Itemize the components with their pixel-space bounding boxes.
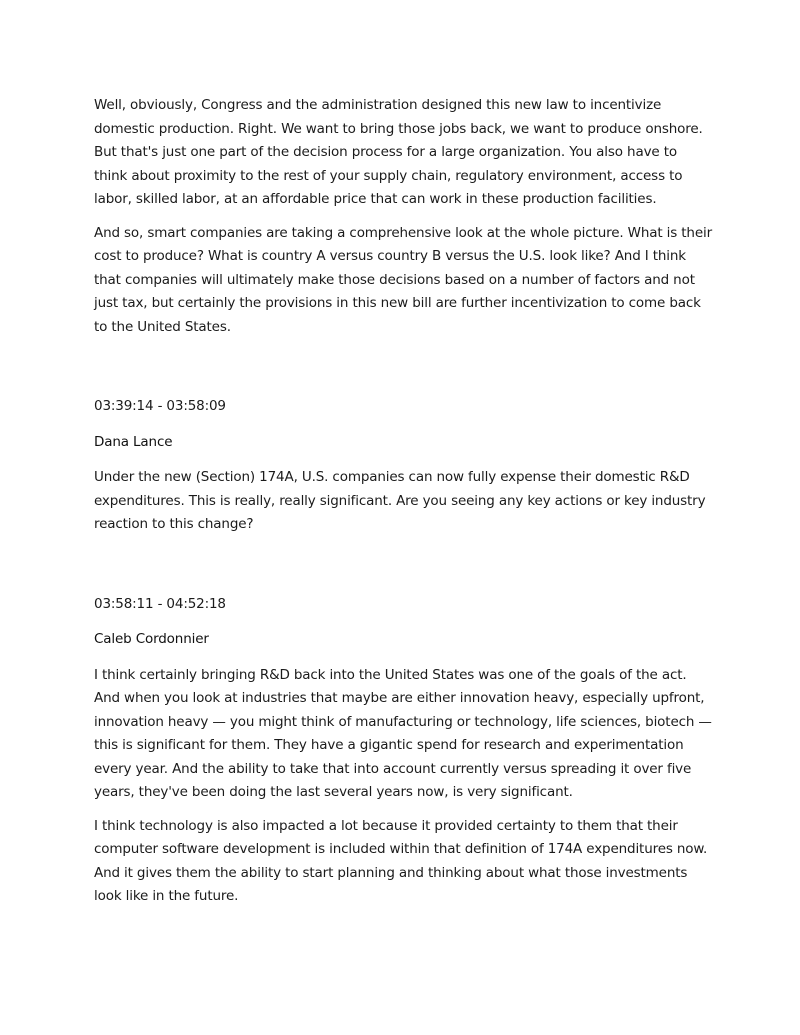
section-spacer: [94, 419, 714, 431]
section-spacer: [94, 547, 714, 593]
speaker-name: Dana Lance: [94, 433, 173, 450]
section-spacer: [94, 454, 714, 466]
transcript-paragraph: Well, obviously, Congress and the administration designed this new law to incentivize domestic production. Right. We want to bring those jobs back, we want to produce onshore. But that's just one part of the decision process for a large organization. You also have to think about proximity to the rest of your supply chain, regulatory environment, access to labor, skilled labor, at an affordable price that can work in these production facilities.: [94, 97, 703, 207]
transcript-paragraph: I think technology is also impacted a lot because it provided certainty to them that their computer software development is included within that definition of 174A expenditures now. And it gives them the ability to start planning and thinking about what those investments look like in the future.: [94, 817, 708, 904]
transcript-paragraph: And so, smart companies are taking a comprehensive look at the whole picture. What is their cost to produce? What is country A versus country B versus the U.S. look like? And I think that companies will ultimately make those decisions based on a number of factors and not just tax, but certainly the provisions in this new bill are further incentivization to come back to the United States.: [94, 224, 712, 335]
timestamp: 03:39:14 - 03:58:09: [94, 398, 226, 414]
transcript-paragraph: I think certainly bringing R&D back into the United States was one of the goals of the act. And when you look at industries that maybe are either innovation heavy, especially upfront, innovation heavy — you might think of manufacturing or technology, life sciences, biotech — this is significant for them. They have a gigantic spend for research and experimentation every year. And the ability to take that into account currently versus spreading it over five years, they've been doing the last several years now, is very significant.: [94, 666, 712, 800]
timestamp: 03:58:11 - 04:52:18: [94, 595, 226, 612]
section-spacer: [94, 616, 714, 628]
section-spacer: [94, 652, 714, 664]
transcript-page: [94, 94, 714, 919]
speaker-name: Caleb Cordonnier: [94, 631, 209, 647]
section-spacer: [94, 349, 714, 395]
transcript-paragraph: Under the new (Section) 174A, U.S. companies can now fully expense their domestic R&D expenditures. This is really, really significant. Are you seeing any key actions or key industry reaction to this change?: [94, 469, 706, 532]
